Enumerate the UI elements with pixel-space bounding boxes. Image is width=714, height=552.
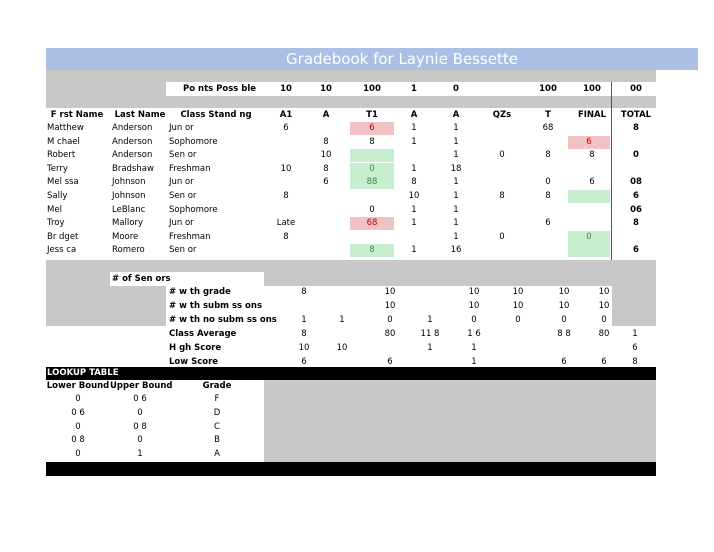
column-header: T1 bbox=[366, 110, 378, 120]
grade-cell-qz: 8 bbox=[499, 191, 505, 201]
student-last-name: Johnson bbox=[112, 191, 146, 201]
stat-label: # w th no subm ss ons bbox=[169, 315, 277, 325]
column-header: T bbox=[545, 110, 551, 120]
grade-cell-a3: 10 bbox=[408, 191, 420, 201]
grade-cell-t1: 0 bbox=[350, 163, 394, 176]
grade-cell-a3: 8 bbox=[411, 177, 417, 188]
stat-value: 0 bbox=[387, 315, 393, 325]
column-header: Class Stand ng bbox=[180, 110, 252, 120]
lookup-header: Upper Bound bbox=[110, 381, 173, 391]
student-class-standing: Freshman bbox=[169, 231, 211, 242]
student-last-name: LeBlanc bbox=[112, 204, 146, 215]
stat-label: # w th subm ss ons bbox=[169, 301, 263, 311]
column-divider bbox=[611, 82, 612, 260]
footer-bar bbox=[46, 462, 656, 476]
lookup-header-bar bbox=[46, 367, 656, 380]
stat-value: 10 bbox=[558, 287, 570, 297]
column-header: A bbox=[410, 110, 418, 120]
stat-value: 10 bbox=[598, 301, 610, 311]
stat-value: 8 8 bbox=[557, 329, 571, 339]
points-possible-label: Po nts Poss ble bbox=[183, 84, 257, 94]
student-first-name: Mel ssa bbox=[47, 177, 79, 188]
grade-cell-t1: 0 bbox=[369, 204, 375, 215]
stat-value: 8 bbox=[301, 287, 307, 297]
stat-label: H gh Score bbox=[169, 343, 222, 353]
grade-cell-final: 0 bbox=[568, 231, 610, 244]
stat-value: 10 bbox=[512, 301, 524, 311]
student-class-standing: Sophomore bbox=[169, 204, 218, 215]
student-first-name: Terry bbox=[47, 163, 68, 174]
stat-label: Low Score bbox=[169, 357, 219, 367]
column-header: A bbox=[322, 110, 330, 120]
student-first-name: Troy bbox=[47, 218, 65, 229]
stat-value: 0 bbox=[601, 315, 607, 325]
grade-cell-a1: 10 bbox=[280, 163, 292, 174]
student-first-name: Br dget bbox=[47, 231, 79, 242]
lookup-header: Grade bbox=[202, 381, 232, 391]
column-header: TOTAL bbox=[620, 110, 652, 120]
grade-cell-total: 08 bbox=[630, 177, 642, 188]
grade-cell-t1: 8 bbox=[369, 136, 375, 147]
grade-cell-a4: 1 bbox=[453, 191, 459, 201]
grade-cell-total: 8 bbox=[633, 218, 639, 229]
column-header: A bbox=[452, 110, 460, 120]
grade-cell-final bbox=[568, 244, 610, 257]
grade-cell-a2: 8 bbox=[323, 136, 329, 147]
grade-cell-a1: 6 bbox=[283, 123, 289, 133]
gray-band bbox=[46, 96, 656, 108]
grade-cell-final: 6 bbox=[589, 177, 595, 188]
grade-cell-t1: 68 bbox=[350, 217, 394, 230]
grade-cell-a4: 1 bbox=[453, 231, 459, 242]
points-possible-cell: 100 bbox=[363, 84, 381, 94]
grade-cell-total: 0 bbox=[633, 150, 639, 161]
student-last-name: Moore bbox=[112, 231, 139, 242]
stat-value: 1 bbox=[427, 315, 433, 325]
student-class-standing: Sen or bbox=[169, 245, 197, 256]
gray-block bbox=[46, 272, 110, 286]
student-class-standing: Jun or bbox=[169, 123, 194, 133]
gray-band bbox=[46, 82, 166, 96]
student-first-name: Sally bbox=[47, 191, 68, 201]
stat-value: 1 bbox=[471, 343, 477, 353]
gray-band bbox=[46, 260, 656, 272]
stat-value: 0 bbox=[561, 315, 567, 325]
points-possible-cell: 00 bbox=[630, 84, 642, 94]
student-last-name: Johnson bbox=[112, 177, 146, 188]
column-header: FINAL bbox=[577, 110, 607, 120]
student-last-name: Mallory bbox=[112, 218, 143, 229]
grade-cell-a3: 1 bbox=[411, 163, 417, 174]
lookup-cell: 0 bbox=[75, 421, 81, 432]
student-first-name: Jess ca bbox=[47, 245, 77, 256]
grade-cell-a1: 8 bbox=[283, 231, 289, 242]
lookup-cell: F bbox=[214, 394, 220, 404]
grade-cell-total: 6 bbox=[633, 191, 639, 201]
grade-cell-a4: 18 bbox=[450, 163, 462, 174]
student-class-standing: Sophomore bbox=[169, 136, 218, 147]
stat-value: 10 bbox=[336, 343, 348, 353]
grade-cell-a2: 10 bbox=[320, 150, 332, 161]
grade-cell-final: 6 bbox=[568, 136, 610, 149]
grade-cell-a4: 1 bbox=[453, 177, 459, 188]
grade-cell-a4: 1 bbox=[453, 123, 459, 133]
stat-value: 6 bbox=[601, 357, 607, 367]
student-first-name: Matthew bbox=[47, 123, 84, 133]
grade-cell-t1: 8 bbox=[350, 244, 394, 257]
student-last-name: Anderson bbox=[112, 123, 153, 133]
grade-cell-a3: 1 bbox=[411, 123, 417, 133]
grade-cell-total: 6 bbox=[633, 245, 639, 256]
lookup-cell: 0 bbox=[75, 449, 81, 460]
stat-value: 1 bbox=[339, 315, 345, 325]
stat-value: 8 bbox=[301, 329, 307, 339]
grade-cell-a4: 1 bbox=[453, 136, 459, 147]
stat-value: 1 bbox=[471, 357, 477, 367]
grade-cell-t2: 0 bbox=[545, 177, 551, 188]
grade-cell-a4: 16 bbox=[450, 245, 462, 256]
grade-cell-a3: 1 bbox=[411, 218, 417, 229]
stat-value: 0 bbox=[515, 315, 521, 325]
lookup-cell: 0 6 bbox=[71, 407, 85, 418]
stat-value: 80 bbox=[598, 329, 610, 339]
lookup-title: LOOKUP TABLE bbox=[47, 368, 119, 378]
grade-cell-a4: 1 bbox=[453, 218, 459, 229]
stat-value: 6 bbox=[301, 357, 307, 367]
column-header: F rst Name bbox=[50, 110, 104, 120]
points-possible-cell: 0 bbox=[453, 84, 459, 94]
stat-value: 10 bbox=[558, 301, 570, 311]
student-class-standing: Sen or bbox=[169, 191, 197, 201]
student-first-name: Robert bbox=[47, 150, 76, 161]
stat-value: 0 bbox=[471, 315, 477, 325]
stat-value: 1 bbox=[632, 329, 638, 339]
grade-cell-a4: 1 bbox=[453, 150, 459, 161]
lookup-cell: B bbox=[214, 435, 220, 446]
lookup-cell: 0 8 bbox=[133, 421, 147, 432]
grade-cell-qz: 0 bbox=[499, 231, 505, 242]
lookup-cell: C bbox=[214, 421, 220, 432]
points-possible-cell: 100 bbox=[583, 84, 601, 94]
lookup-header: Lower Bound bbox=[46, 381, 110, 391]
lookup-cell: A bbox=[214, 449, 220, 460]
grade-cell-a3: 1 bbox=[411, 136, 417, 147]
grade-cell-a1: Late bbox=[276, 218, 296, 229]
points-possible-cell: 10 bbox=[320, 84, 332, 94]
student-class-standing: Freshman bbox=[169, 163, 211, 174]
points-possible-cell: 10 bbox=[280, 84, 292, 94]
gray-block bbox=[264, 380, 656, 462]
grade-cell-final bbox=[568, 190, 610, 203]
grade-cell-t1 bbox=[350, 149, 394, 162]
grade-cell-a2: 8 bbox=[323, 163, 329, 174]
stat-value: 10 bbox=[468, 301, 480, 311]
stat-value: 11 8 bbox=[420, 329, 440, 339]
lookup-cell: D bbox=[213, 407, 221, 418]
lookup-cell: 1 bbox=[137, 449, 143, 460]
gray-band bbox=[46, 70, 656, 82]
gray-block bbox=[264, 272, 656, 286]
student-last-name: Anderson bbox=[112, 136, 153, 147]
points-possible-cell: 1 bbox=[411, 84, 417, 94]
lookup-cell: 0 6 bbox=[133, 394, 147, 404]
gray-block bbox=[46, 286, 166, 326]
stat-value: 80 bbox=[384, 329, 396, 339]
student-last-name: Bradshaw bbox=[112, 163, 154, 174]
grade-cell-a3: 1 bbox=[411, 204, 417, 215]
stat-value: 10 bbox=[384, 287, 396, 297]
stat-value: 10 bbox=[512, 287, 524, 297]
stat-value: 6 bbox=[387, 357, 393, 367]
stat-value: 10 bbox=[598, 287, 610, 297]
student-first-name: M chael bbox=[47, 136, 80, 147]
grade-cell-total: 06 bbox=[630, 204, 642, 215]
grade-cell-a3: 1 bbox=[411, 245, 417, 256]
grade-cell-t2: 68 bbox=[542, 123, 554, 133]
stat-value: 1 bbox=[301, 315, 307, 325]
column-header: QZs bbox=[492, 110, 512, 120]
grade-cell-t1: 88 bbox=[350, 176, 394, 189]
stat-value: 1 bbox=[427, 343, 433, 353]
student-class-standing: Jun or bbox=[169, 218, 194, 229]
grade-cell-a2: 6 bbox=[323, 177, 329, 188]
stat-label: Class Average bbox=[169, 329, 237, 339]
stat-value: 1 6 bbox=[467, 329, 481, 339]
stat-value: 10 bbox=[298, 343, 310, 353]
grade-cell-t1: 6 bbox=[350, 122, 394, 135]
student-first-name: Mel bbox=[47, 204, 62, 215]
student-last-name: Romero bbox=[112, 245, 145, 256]
grade-cell-final: 8 bbox=[589, 150, 595, 161]
grade-cell-qz: 0 bbox=[499, 150, 505, 161]
stat-value: 8 bbox=[632, 357, 638, 367]
lookup-cell: 0 bbox=[75, 394, 81, 404]
lookup-cell: 0 bbox=[137, 407, 143, 418]
seniors-label: # of Sen ors bbox=[112, 274, 171, 284]
grade-cell-t2: 8 bbox=[545, 191, 551, 201]
stat-value: 6 bbox=[632, 343, 638, 353]
stat-label: # w th grade bbox=[169, 287, 231, 297]
grade-cell-a4: 1 bbox=[453, 204, 459, 215]
student-last-name: Anderson bbox=[112, 150, 153, 161]
lookup-cell: 0 bbox=[137, 435, 143, 446]
grade-cell-a1: 8 bbox=[283, 191, 289, 201]
column-header: Last Name bbox=[114, 110, 166, 120]
grade-cell-t2: 6 bbox=[545, 218, 551, 229]
student-class-standing: Sen or bbox=[169, 150, 197, 161]
stat-value: 10 bbox=[468, 287, 480, 297]
grade-cell-total: 8 bbox=[633, 123, 639, 133]
column-header: A1 bbox=[279, 110, 293, 120]
grade-cell-t2: 8 bbox=[545, 150, 551, 161]
lookup-cell: 0 8 bbox=[71, 435, 85, 446]
sheet-title: Gradebook for Laynie Bessette bbox=[46, 48, 698, 70]
student-class-standing: Jun or bbox=[169, 177, 194, 188]
points-possible-cell: 100 bbox=[539, 84, 557, 94]
stat-value: 10 bbox=[384, 301, 396, 311]
stat-value: 6 bbox=[561, 357, 567, 367]
